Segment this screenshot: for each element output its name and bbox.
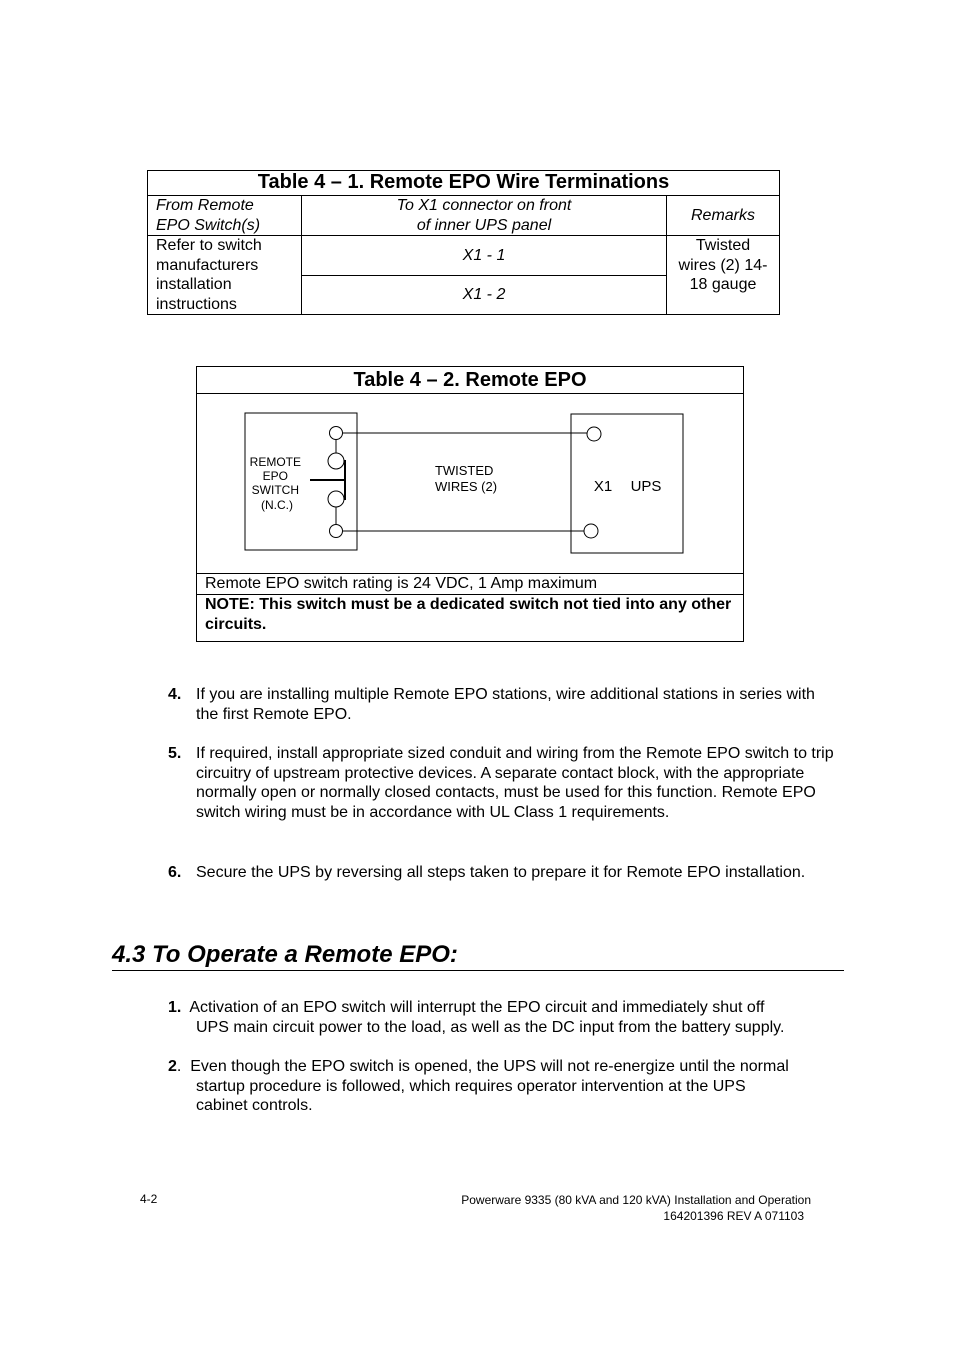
- step-text: Secure the UPS by reversing all steps taken to prepare it for Remote EPO installation.: [196, 864, 806, 881]
- footer-doc-info: [440, 1192, 811, 1224]
- switch-label-line: EPO: [262, 469, 288, 483]
- from-line: installation: [156, 276, 232, 293]
- epo-wiring-diagram: [197, 394, 743, 573]
- operate-step-2: [168, 1057, 848, 1116]
- remarks-line: wires (2) 14-: [678, 256, 768, 274]
- header-to: [302, 196, 667, 236]
- step-4: [168, 685, 838, 724]
- operate-step-first-line: [168, 998, 848, 1018]
- switch-note: NOTE: This switch must be a dedicated switch not tied into any other circuits.: [205, 596, 732, 633]
- switch-label-line: SWITCH: [251, 483, 299, 497]
- wiring-svg: [197, 394, 743, 573]
- step-text: If required, install appropriate sized conduit and wiring from the Remote EPO switch to trip circuitry of upstream protective devices. A separate contact block, with the appropriate normally open or normally closed contacts, must be used for this function. Remote EPO switch wiring must be in accordance with UL Class 1 requirements.: [196, 745, 834, 822]
- wire-label: [435, 463, 497, 494]
- step-number: 4.: [168, 686, 182, 703]
- table1-title: Table 4 – 1. Remote EPO Wire Terminations: [148, 171, 780, 196]
- step-number: 5.: [168, 745, 182, 762]
- operate-step-1: [168, 998, 848, 1037]
- switch-label: [250, 455, 305, 512]
- contact-circle: [328, 491, 344, 507]
- step-number: 1.: [168, 999, 182, 1016]
- step-number: 6.: [168, 864, 182, 881]
- step-line: . Even though the EPO switch is opened, the UPS will not re-energize until the normal: [176, 1058, 789, 1075]
- remote-epo-table: [196, 366, 744, 642]
- x1-label: X1: [593, 478, 613, 495]
- wire-terminations-table: [147, 170, 780, 315]
- header-remarks: Remarks: [667, 196, 780, 236]
- step-text: If you are installing multiple Remote EPO stations, wire additional stations in series with the first Remote EPO.: [196, 686, 815, 723]
- ups-terminal-top: [587, 427, 601, 441]
- from-line: instructions: [156, 295, 237, 313]
- wire-label-line: TWISTED: [434, 463, 494, 478]
- from-cell: [148, 236, 302, 315]
- header-from-line2: EPO Switch(s): [156, 216, 261, 234]
- remarks-cell: [667, 236, 780, 315]
- table2-title: Table 4 – 2. Remote EPO: [197, 367, 743, 394]
- terminal-x1-2: X1 - 2: [302, 275, 667, 315]
- wire-label-line: WIRES (2): [434, 479, 498, 494]
- operate-step-first-line: [168, 1057, 848, 1077]
- section-heading: 4.3 To Operate a Remote EPO:: [112, 940, 844, 971]
- header-from: [148, 196, 302, 236]
- from-line: manufacturers: [156, 256, 259, 274]
- terminal-bottom-circle: [330, 525, 343, 538]
- contact-circle: [328, 453, 344, 469]
- step-6: [168, 863, 838, 883]
- footer-doc-id: 164201396 REV A 071103: [663, 1209, 804, 1223]
- footer-doc-title: Powerware 9335 (80 kVA and 120 kVA) Installation and Operation: [461, 1193, 811, 1207]
- step-5: [168, 744, 838, 823]
- ups-label: UPS: [630, 478, 662, 495]
- ups-terminal-bottom: [584, 524, 598, 538]
- page-number: 4-2: [140, 1192, 158, 1206]
- switch-label-line: (N.C.): [261, 498, 293, 512]
- terminal-top-circle: [330, 427, 343, 440]
- from-line: Refer to switch: [156, 237, 262, 254]
- header-to-line1: To X1 connector on front: [396, 197, 572, 214]
- header-from-line1: From Remote: [156, 197, 254, 214]
- terminal-x1-1: X1 - 1: [302, 236, 667, 276]
- switch-label-line: REMOTE: [249, 455, 301, 469]
- switch-rating: Remote EPO switch rating is 24 VDC, 1 Amp maximum: [197, 573, 743, 595]
- step-line: Activation of an EPO switch will interrupt the EPO circuit and immediately shut off: [181, 999, 765, 1016]
- remarks-line: 18 gauge: [689, 276, 757, 293]
- step-number: 2: [168, 1058, 177, 1075]
- step-continuation: startup procedure is followed, which requires operator intervention at the UPS cabinet controls.: [196, 1077, 746, 1115]
- remarks-line: Twisted: [695, 237, 751, 254]
- step-continuation: UPS main circuit power to the load, as well as the DC input from the battery supply.: [196, 1018, 785, 1036]
- header-to-line2: of inner UPS panel: [416, 216, 552, 234]
